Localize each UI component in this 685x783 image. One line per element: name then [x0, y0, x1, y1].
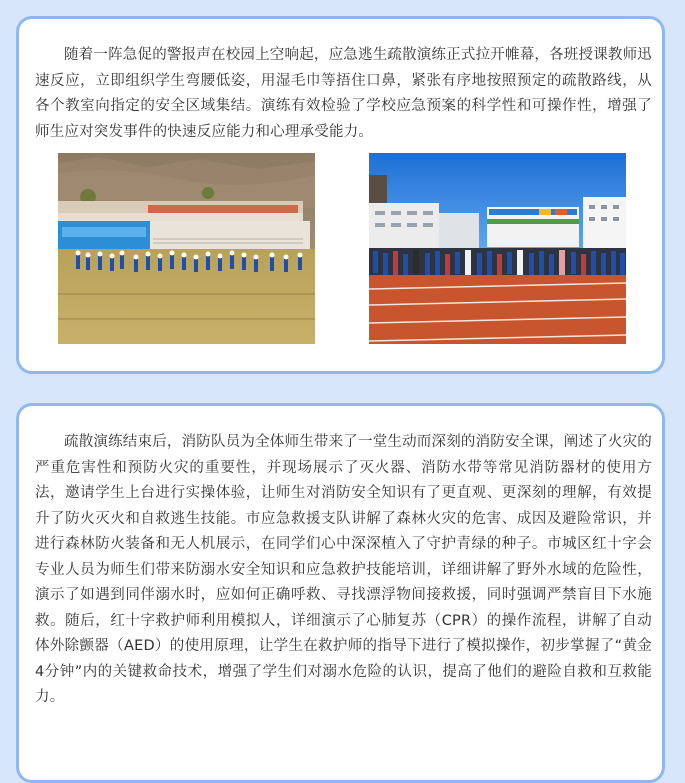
drill-paragraph: 随着一阵急促的警报声在校园上空响起，应急逃生疏散演练正式拉开帷幕，各班授课教师迅速反应，立即组织学生弯腰低姿，用湿毛巾等捂住口鼻，紧张有序地按照预定的疏散路线，从各个教室向指定的安全区域集结。演练有效检验了学校应急预案的科学性和可操作性，增强了师生应对突发事件的快速反应能力和心理承受能力。	[35, 47, 652, 140]
photo-students-on-track	[369, 153, 626, 344]
training-paragraph: 疏散演练结束后，消防队员为全体师生带来了一堂生动而深刻的消防安全课，阐述了火灾的严重危害性和预防火灾的重要性，并现场展示了灭火器、消防水带等常见消防器材的使用方法，邀请学生上台进行实操体验，让师生对消防安全知识有了更直观、更深刻的理解，有效提升了防火灭火和自救逃生技能。市应急救援支队讲解了森林火灾的危害、成因及避险常识，并进行森林防火装备和无人机展示，在同学们心中深深植入了守护青绿的种子。市城区红十字会专业人员为师生们带来防溺水安全知识和应急救护技能培训，详细讲解了野外水域的危险性，演示了如遇到同伴溺水时，应如何正确呼救、寻找漂浮物间接救援，同时强调严禁盲目下水施救。随后，红十字救护师利用模拟人，详细演示了心肺复苏（CPR）的操作流程，讲解了自动体外除颤器（AED）的使用原理，让学生在救护师的指导下进行了模拟操作，初步掌握了“黄金4分钟”内的关键救命技术，增强了学生们对溺水危险的认识，提高了他们的避险自救和互救能力。	[35, 434, 652, 705]
content-card-drill	[16, 16, 665, 374]
content-card-safety-training	[16, 403, 665, 783]
photo-students-on-field	[58, 153, 315, 344]
